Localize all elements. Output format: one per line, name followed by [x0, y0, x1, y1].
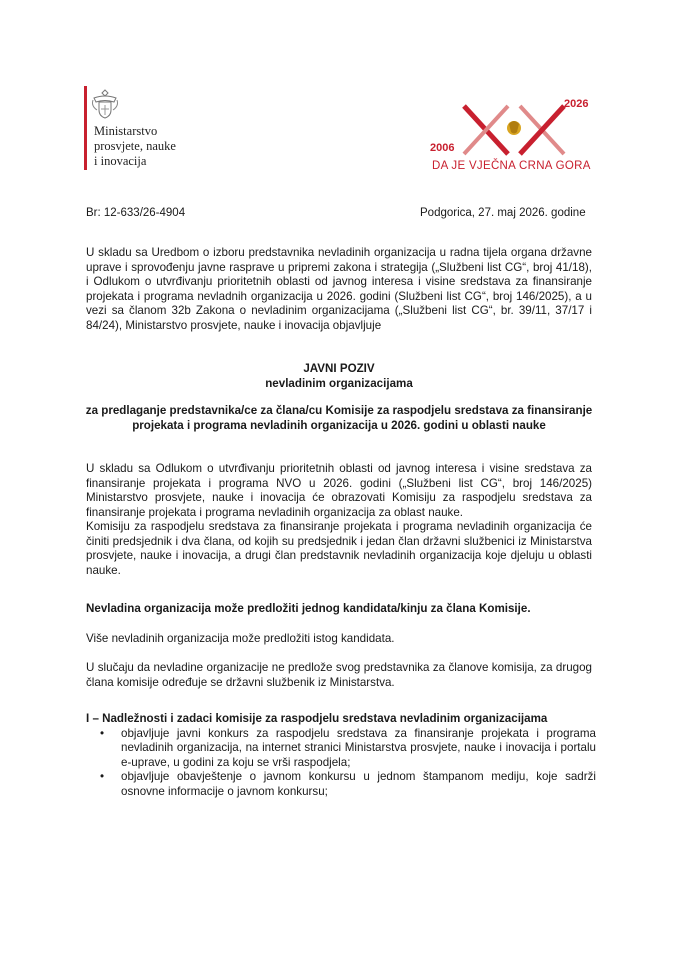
call-title	[86, 362, 592, 391]
independence-anniversary-logo	[428, 96, 608, 182]
paragraph-3-bold: Nevladina organizacija može predložiti jednog kandidata/kinju za člana Komisije.	[86, 602, 531, 615]
place-and-date: Podgorica, 27. maj 2026. godine	[420, 207, 586, 219]
bullet-icon: •	[100, 770, 105, 783]
paragraph-5: U slučaju da nevladine organizacije ne predlože svog predstavnika za članove komisija, za drugog člana komisije određuje se državni službenik iz Ministarstva.	[86, 661, 592, 689]
document-number: Br: 12-633/26-4904	[86, 207, 186, 219]
call-title-line1: JAVNI POZIV	[303, 362, 375, 375]
paragraph-2: Komisiju za raspodjelu sredstava za finansiranje projekata i programa nevladinih organizacija će činiti predsjednik i dva člana, od kojih su predsjednik i jedan član državni službenici iz Ministarstva prosvjete, nauke i inovacija, a drugi član predstavnik nevladinih organizacija koje djeluju u oblasti nauke.	[86, 520, 592, 577]
ministry-red-bar	[84, 86, 87, 170]
intro-paragraph: U skladu sa Uredbom o izboru predstavnika nevladinih organizacija u radna tijela organa državne uprave i sprovođenju javne rasprave u pripremi zakona i strategija („Službeni list CG“, broj 41/18), i Odlukom o utvrđivanju prioritetnih oblasti od javnog interesa i visine sredstava za finansiranje projekata i programa nevladnih organizacija u 2026. godini (Službeni list CG“, broj 146/2025), a u vezi sa članom 32b Zakona o nevladinim organizacijama („Službeni list CG“, br. 39/11, 37/17 i 84/24), Ministarstvo prosvjete, nauke i inovacija objavljuje	[86, 246, 592, 332]
call-subtitle: za predlaganje predstavnika/ce za člana/cu Komisije za raspodjelu sredstava za finansiranje projekata i programa nevladinih organizacija u 2026. godini u oblasti nauke	[85, 404, 593, 432]
paragraph-4: Više nevladinih organizacija može predložiti istog kandidata.	[86, 632, 395, 645]
ministry-name-line1: Ministarstvo	[94, 124, 158, 138]
xx-logo-icon	[460, 102, 570, 158]
section-1	[86, 712, 596, 799]
montenegro-coat-of-arms-icon	[90, 88, 120, 120]
list-item	[86, 770, 596, 799]
paragraph-1: U skladu sa Odlukom o utvrđivanju prioritetnih oblasti od javnog interesa i visine sredstava za finansiranje projekata i programa NVO u 2026. godini („Službeni list CG“, broj 146/2025) Ministarstvo prosvjete, nauke i inovacija će obrazovati Komisiju za raspodjelu sredstava za finansiranje projekata i programa nevladinih organizacija za oblast nauke.	[86, 462, 592, 519]
ministry-name	[94, 124, 176, 169]
logo-year-2026: 2026	[564, 98, 589, 110]
ministry-name-line2: prosvjete, nauke	[94, 139, 176, 153]
list-item-text: objavljuje javni konkurs za raspodjelu sredstava za finansiranje projekata i programa nevladinih organizacija, na internet stranici Ministarstva prosvjete, nauke i inovacija i portalu e-uprave, u godini za koju se vrši raspodjela;	[121, 726, 596, 769]
ministry-header	[78, 86, 218, 176]
logo-year-2006: 2006	[430, 142, 455, 154]
call-title-line2: nevladinim organizacijama	[265, 376, 413, 390]
list-item	[86, 727, 596, 771]
section-1-list	[86, 727, 596, 800]
logo-slogan: DA JE VJEČNA CRNA GORA	[432, 160, 591, 172]
bullet-icon: •	[100, 726, 105, 740]
section-1-heading: I – Nadležnosti i zadaci komisije za raspodjelu sredstava nevladinim organizacijama	[86, 712, 548, 725]
list-item-text: objavljuje obavještenje o javnom konkursu u jednom štampanom mediju, koje sadrži osnovne informacije o javnom konkursu;	[121, 770, 596, 798]
ministry-name-line3: i inovacija	[94, 154, 147, 168]
